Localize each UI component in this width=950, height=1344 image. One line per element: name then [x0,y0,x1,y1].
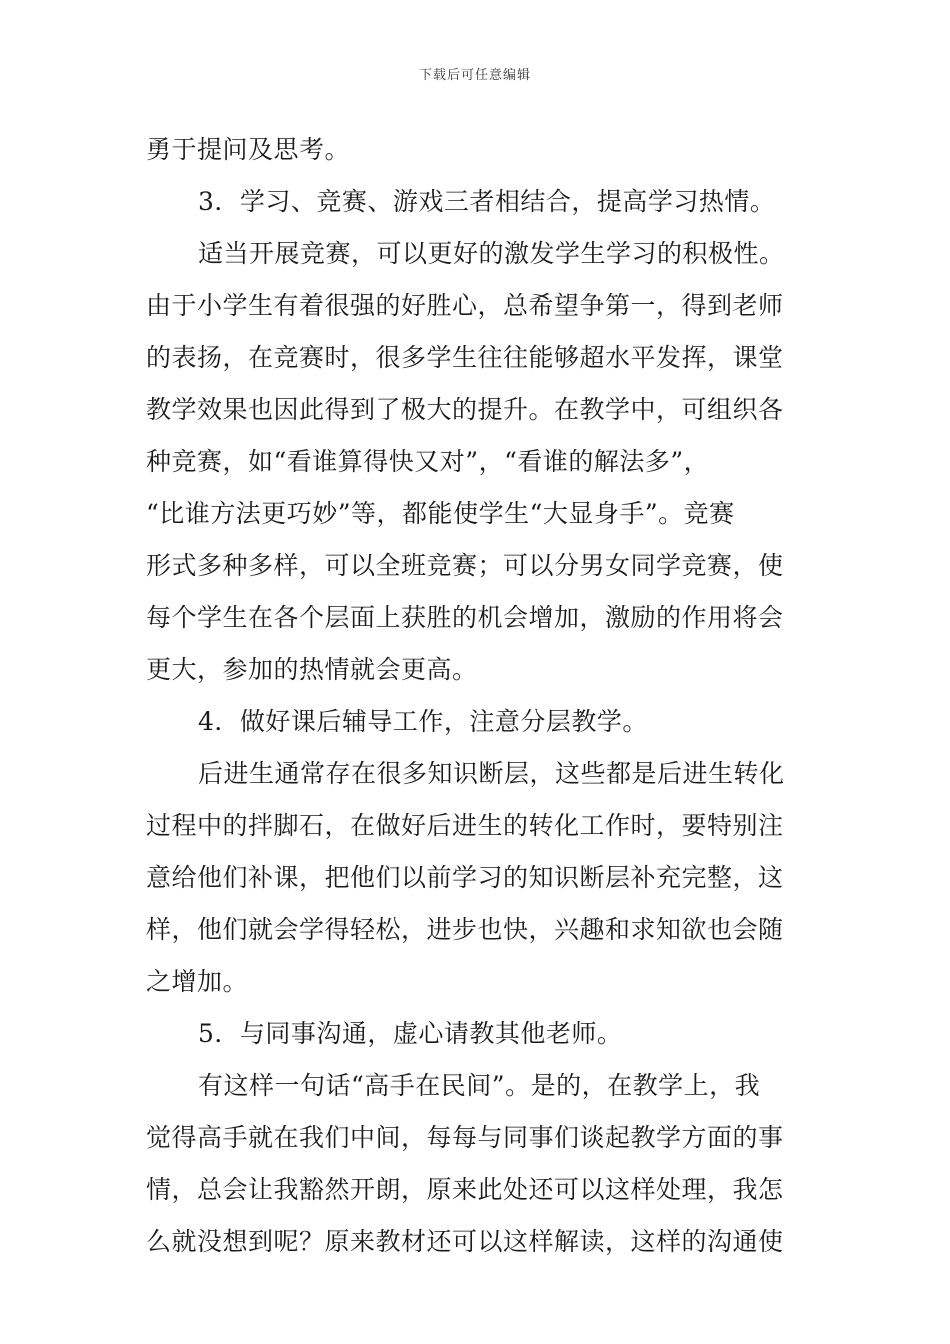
text-line: “比谁方法更巧妙”等，都能使学生“大显身手”。竞赛 [146,499,735,528]
text-line: 意给他们补课，把他们以前学习的知识断层补充完整，这 [146,863,784,892]
text-line: 每个学生在各个层面上获胜的机会增加，激励的作用将会 [146,603,784,632]
text-line: 形式多种多样，可以全班竞赛；可以分男女同学竞赛，使 [146,551,784,580]
text-line: 种竞赛，如“看谁算得快又对”，“看谁的解法多”， [146,447,710,476]
page-header: 下载后可任意编辑 [418,68,531,83]
text-line: 觉得高手就在我们中间，每每与同事们谈起教学方面的事 [146,1123,784,1152]
section-heading: 5．与同事沟通，虚心请教其他老师。 [198,1019,623,1048]
text-line: 的表扬，在竞赛时，很多学生往往能够超水平发挥，课堂 [146,343,784,372]
text-line: 样，他们就会学得轻松，进步也快，兴趣和求知欲也会随 [146,915,784,944]
text-line: 勇于提问及思考。 [146,135,351,164]
document-body [146,128,810,1272]
text-line: 之增加。 [146,967,249,996]
text-line: 后进生通常存在很多知识断层，这些都是后进生转化 [198,759,785,788]
section-heading: 3．学习、竞赛、游戏三者相结合，提高学习热情。 [198,187,776,216]
text-line: 么就没想到呢？原来教材还可以这样解读，这样的沟通使 [146,1227,784,1256]
section-heading: 4．做好课后辅导工作，注意分层教学。 [198,707,648,736]
text-line: 适当开展竞赛，可以更好的激发学生学习的积极性。 [198,239,785,268]
text-line: 更大，参加的热情就会更高。 [146,655,478,684]
text-line: 由于小学生有着很强的好胜心，总希望争第一，得到老师 [146,291,784,320]
text-line: 情，总会让我豁然开朗，原来此处还可以这样处理，我怎 [146,1175,784,1204]
text-line: 教学效果也因此得到了极大的提升。在教学中，可组织各 [146,395,784,424]
text-line: 有这样一句话“高手在民间”。是的，在教学上，我 [198,1071,761,1100]
text-line: 过程中的拌脚石，在做好后进生的转化工作时，要特别注 [146,811,784,840]
